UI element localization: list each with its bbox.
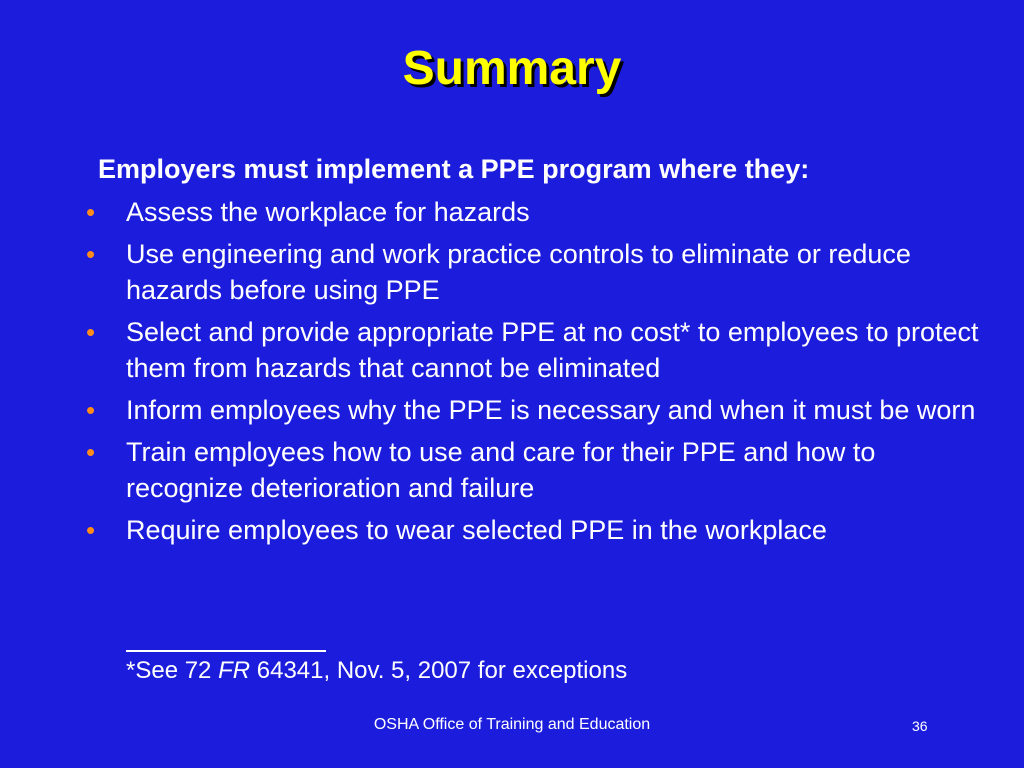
- page-number: 36: [912, 718, 928, 734]
- bullet-item: [84, 236, 984, 308]
- slide-subheading: Employers must implement a PPE program where they:: [98, 154, 810, 184]
- bullet-icon: •: [86, 317, 96, 347]
- footnote-divider: [126, 650, 326, 652]
- footnote-prefix: *See 72: [126, 657, 219, 684]
- bullet-icon: •: [86, 395, 96, 425]
- bullet-text: Use engineering and work practice controls to eliminate or reduce hazards before using PPE: [126, 239, 911, 305]
- bullet-text: Inform employees why the PPE is necessary and when it must be worn: [126, 395, 976, 425]
- bullet-item: [84, 314, 984, 386]
- bullet-icon: •: [86, 437, 96, 467]
- bullet-icon: •: [86, 515, 96, 545]
- bullet-text: Assess the workplace for hazards: [126, 197, 530, 227]
- bullet-text: Train employees how to use and care for their PPE and how to recognize deterioration and failure: [126, 437, 876, 503]
- bullet-text: Select and provide appropriate PPE at no cost* to employees to protect them from hazards that cannot be eliminated: [126, 317, 979, 383]
- bullet-item: [84, 194, 984, 230]
- footnote-citation: FR: [218, 657, 251, 684]
- bullet-icon: •: [86, 239, 96, 269]
- bullet-icon: •: [86, 197, 96, 227]
- slide-title: Summary: [402, 42, 622, 95]
- bullet-item: [84, 512, 984, 548]
- bullet-list: [84, 194, 984, 554]
- footnote-suffix: 64341, Nov. 5, 2007 for exceptions: [250, 657, 628, 684]
- bullet-item: [84, 392, 984, 428]
- slide-footer: OSHA Office of Training and Education: [373, 716, 651, 733]
- bullet-text: Require employees to wear selected PPE in the workplace: [126, 515, 827, 545]
- bullet-item: [84, 434, 984, 506]
- footnote: [126, 656, 627, 686]
